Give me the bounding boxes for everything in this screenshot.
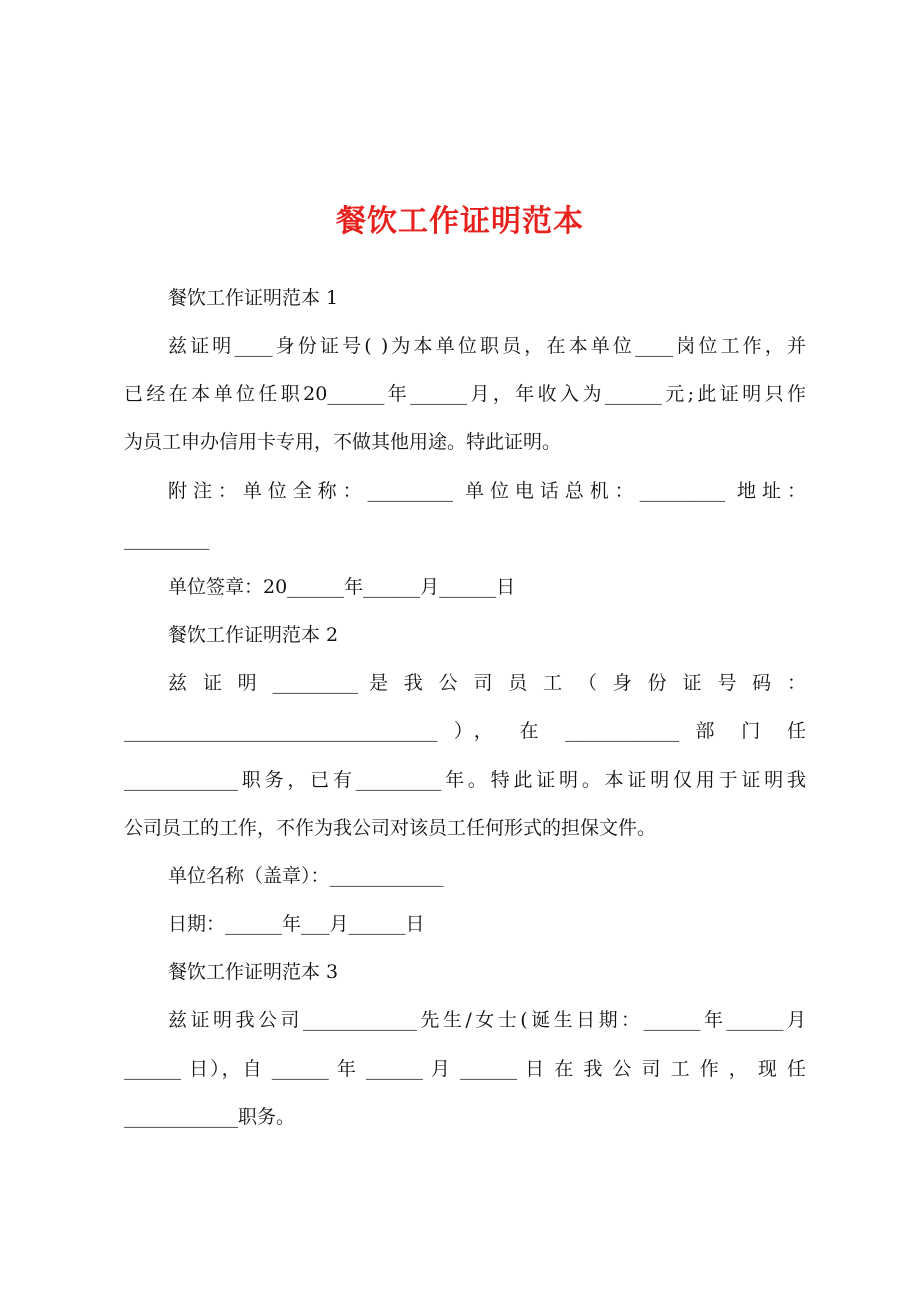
paragraph-line: 公司员工的工作，不作为我公司对该员工任何形式的担保文件。	[124, 817, 657, 839]
paragraph-line: 兹 证 明 _________ 是 我 公 司 员 工 （ 身 份 证 号 码 ：	[168, 672, 806, 694]
paragraph-line: 已经在本单位任职20______年______月，年收入为______元;此证明只作	[124, 383, 806, 405]
paragraph-line: 兹证明我公司____________先生/女士(诞生日期：______年______月	[168, 1009, 806, 1031]
paragraph-line: ____________职务。	[124, 1106, 296, 1128]
note-line: _________	[124, 528, 210, 550]
company-name-line: 单位名称（盖章）：____________	[168, 865, 444, 887]
document-title: 餐饮工作证明范本	[336, 204, 584, 239]
date-line: 日期：______年___月______日	[168, 913, 425, 935]
paragraph-line: 兹证明____身份证号( )为本单位职员，在本单位____岗位工作，并	[168, 335, 806, 357]
section-heading-3: 餐饮工作证明范本 3	[168, 961, 339, 983]
section-heading-1: 餐饮工作证明范本 1	[168, 287, 339, 309]
paragraph-line: ____________职务，已有_________年。特此证明。本证明仅用于证明我	[124, 769, 806, 791]
signature-date-line: 单位签章：20______年______月______日	[168, 576, 516, 598]
paragraph-line: 为员工申办信用卡专用，不做其他用途。特此证明。	[124, 431, 562, 453]
section-heading-2: 餐饮工作证明范本 2	[168, 624, 339, 646]
note-line: 附注：单位全称：_________ 单位电话总机：_________ 地址：	[168, 480, 806, 502]
paragraph-line: ______ 日），自 ______ 年 ______ 月 ______ 日 在 我 公 司 工 作 ， 现 任	[124, 1058, 806, 1080]
paragraph-line: _________________________________ ）， 在 ____________ 部 门 任	[124, 720, 806, 742]
